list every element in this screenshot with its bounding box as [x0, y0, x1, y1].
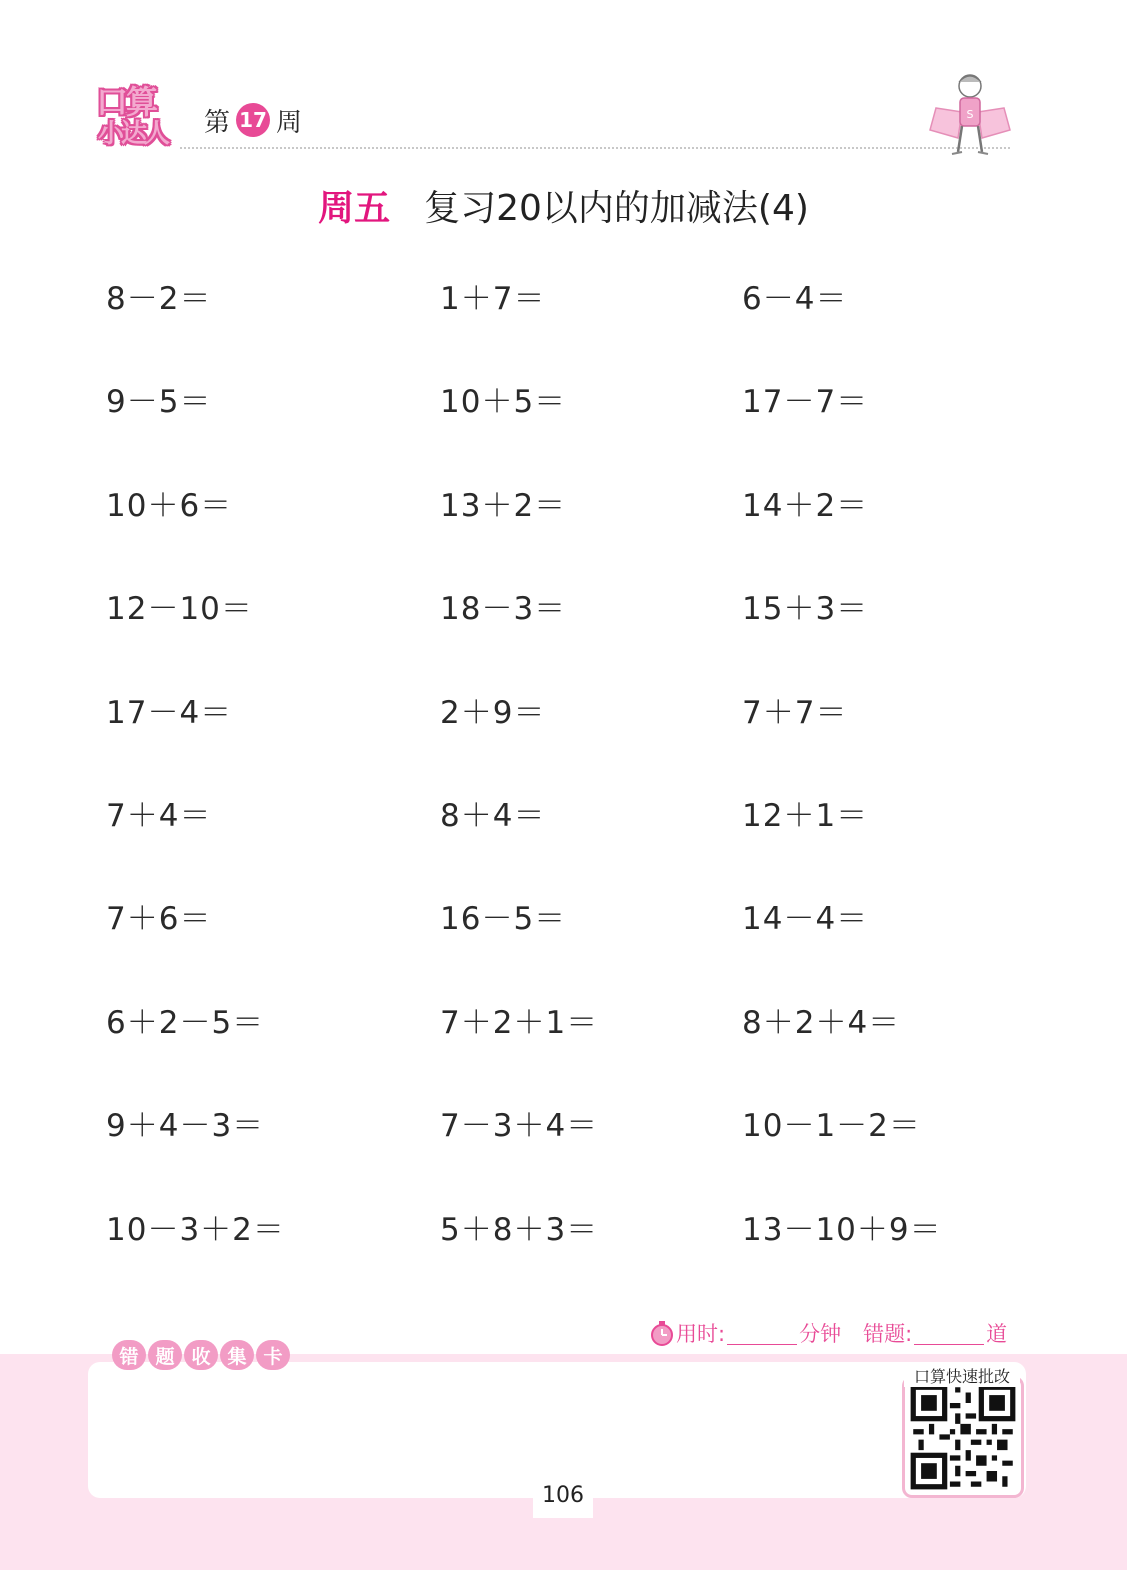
- problem: 8＋2＋4＝: [742, 1004, 901, 1041]
- problem: 2＋9＝: [440, 694, 546, 731]
- problem: 10－3＋2＝: [106, 1211, 285, 1248]
- qr-label: 口算快速批改: [904, 1364, 1020, 1387]
- title-text: 复习20以内的加减法(4): [424, 188, 809, 229]
- error-card-label: [112, 1340, 290, 1370]
- problem: 10＋6＝: [106, 487, 233, 524]
- problem: 10＋5＝: [440, 384, 567, 421]
- problem: 6－4＝: [742, 281, 848, 317]
- card-label-char: 卡: [256, 1340, 290, 1370]
- logo-line2: 小达人: [98, 119, 168, 149]
- problem: 9－5＝: [106, 384, 212, 421]
- problem-grid: [106, 272, 1006, 1306]
- problem: 12＋1＝: [742, 797, 869, 834]
- problem: 8＋4＝: [440, 797, 546, 834]
- time-label: 用时:: [676, 1322, 726, 1346]
- problem: 18－3＝: [440, 591, 567, 628]
- problem: 9＋4－3＝: [106, 1108, 265, 1145]
- problem: 16－5＝: [440, 901, 567, 938]
- qr-code-icon: [908, 1382, 1018, 1492]
- svg-text:S: S: [966, 108, 974, 121]
- card-label-char: 题: [148, 1340, 182, 1370]
- logo-line1: 口算: [96, 83, 157, 121]
- week-number-badge: 17: [236, 103, 270, 137]
- qr-code[interactable]: [902, 1376, 1024, 1498]
- header-divider: [180, 147, 1010, 149]
- week-suffix: 周: [276, 107, 303, 138]
- problem: 14－4＝: [742, 901, 869, 938]
- time-input-blank[interactable]: [727, 1322, 797, 1345]
- problem: 17－4＝: [106, 694, 233, 731]
- stopwatch-icon: [648, 1319, 676, 1347]
- errors-input-blank[interactable]: [914, 1322, 984, 1345]
- logo: [94, 83, 180, 152]
- title-day: 周五: [318, 188, 391, 229]
- problem: 14＋2＝: [742, 487, 869, 524]
- problem: 7＋2＋1＝: [440, 1004, 599, 1041]
- problem: 1＋7＝: [440, 281, 546, 317]
- problem: 17－7＝: [742, 384, 869, 421]
- week-indicator: [204, 100, 302, 140]
- time-unit: 分钟: [799, 1322, 842, 1346]
- time-error-tracker: [648, 1316, 1018, 1350]
- errors-unit: 道: [986, 1322, 1008, 1346]
- mascot-illustration: [922, 68, 1018, 164]
- week-prefix: 第: [204, 107, 231, 138]
- problem: 13＋2＝: [440, 487, 567, 524]
- card-label-char: 收: [184, 1340, 218, 1370]
- page-title: [0, 183, 1127, 235]
- problem: 15＋3＝: [742, 591, 869, 628]
- page-number: 106: [533, 1474, 593, 1518]
- problem: 10－1－2＝: [742, 1108, 921, 1145]
- problem: 7＋4＝: [106, 797, 212, 834]
- problem: 12－10＝: [106, 591, 253, 628]
- problem: 7＋6＝: [106, 901, 212, 938]
- card-label-char: 错: [112, 1340, 146, 1370]
- problem: 8－2＝: [106, 281, 212, 317]
- problem: 7＋7＝: [742, 694, 848, 731]
- card-label-char: 集: [220, 1340, 254, 1370]
- errors-label: 错题:: [863, 1322, 913, 1346]
- problem: 13－10＋9＝: [742, 1211, 942, 1248]
- problem: 7－3＋4＝: [440, 1108, 599, 1145]
- problem: 6＋2－5＝: [106, 1004, 265, 1041]
- problem: 5＋8＋3＝: [440, 1211, 599, 1248]
